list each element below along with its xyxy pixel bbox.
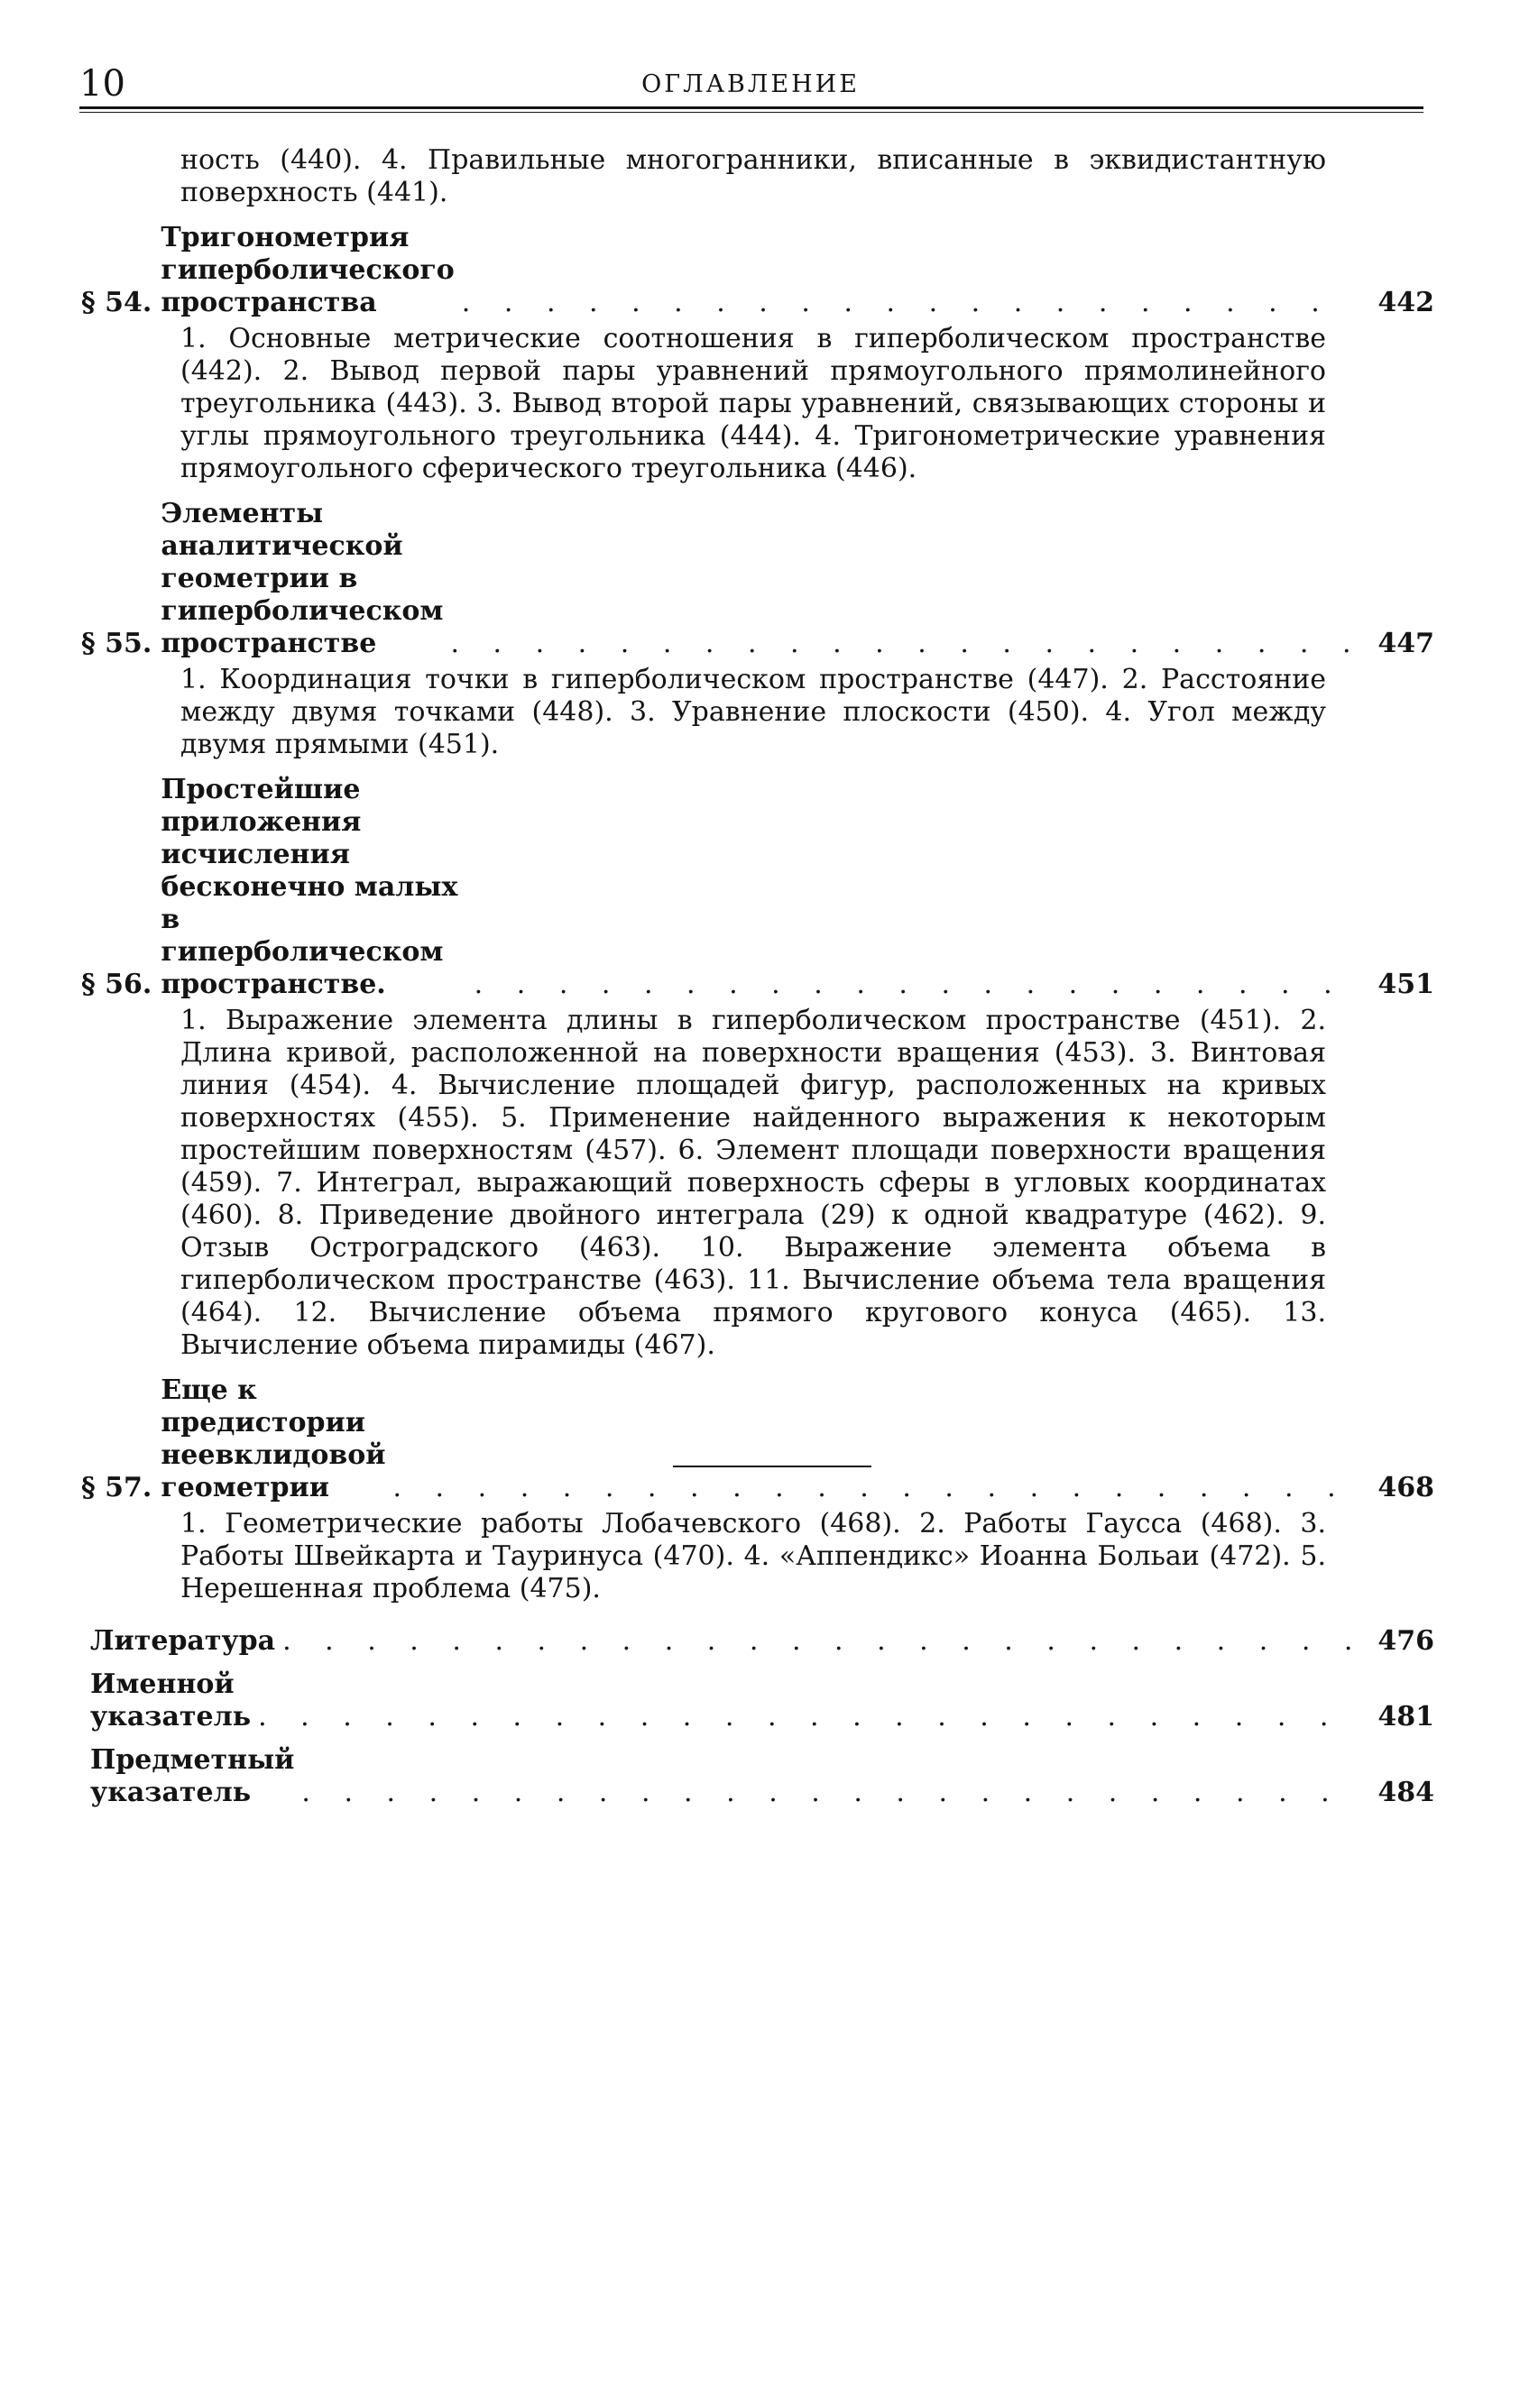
section-items: 1. Геометрические работы Лобачевского (468). 2. Работы Гаусса (468). 3. Работы Швейкарта и Тауринуса (470). 4. «Аппендикс» Иоанна Больаи (472). 5. Нерешенная проблема (475).	[180, 1508, 1326, 1604]
section-number: § 55.	[81, 628, 152, 659]
header-rule-thin	[79, 112, 1423, 113]
section-title: Еще к предистории неевклидовой геометрии	[161, 1374, 386, 1503]
header-rule	[79, 106, 1423, 109]
section-page: 451	[1377, 969, 1434, 1000]
end-rule	[673, 1466, 871, 1467]
back-matter-title: Предметный указатель	[90, 1744, 295, 1808]
back-matter	[81, 1625, 1434, 1809]
page-number: 10	[79, 63, 125, 105]
toc-entry-literature	[81, 1625, 1434, 1658]
back-matter-title: Именной указатель	[90, 1668, 252, 1732]
section-title: Тригонометрия гиперболического пространства	[161, 222, 455, 318]
dot-leader	[450, 628, 1355, 660]
running-head: ОГЛАВЛЕНИЕ	[641, 70, 860, 98]
back-matter-page: 476	[1377, 1625, 1434, 1657]
toc-entry-57	[81, 1374, 1434, 1605]
section-items: 1. Выражение элемента длины в гиперболическом пространстве (451). 2. Длина кривой, расположенной на поверхности вращения (453). 3. Винтовая линия (454). 4. Вычисление площадей фигур, расположенных на кривых поверхностях (455). 5. Применение найденного выражения к некоторым простейшим поверхностям (457). 6. Элемент площади поверхности вращения (459). 7. Интеграл, выражающий поверхность сферы в угловых координатах (460). 8. Приведение двойного интеграла (29) к одной квадратуре (462). 9. Отзыв Остроградского (463). 10. Выражение элемента объема в гиперболическом пространстве (463). 11. Вычисление объема тела вращения (464). 12. Вычисление объема прямого кругового конуса (465). 13. Вычисление объема пирамиды (467).	[180, 1005, 1326, 1361]
toc-entry-54	[81, 222, 1434, 485]
section-page: 447	[1377, 628, 1434, 659]
continuation-text: ность (440). 4. Правильные многогранники, вписанные в эквидистантную поверхность (441).	[180, 144, 1326, 208]
back-matter-page: 484	[1377, 1777, 1434, 1808]
dot-leader	[258, 1701, 1355, 1733]
back-matter-title: Литература	[90, 1625, 276, 1657]
section-page: 442	[1377, 287, 1434, 318]
dot-leader	[392, 1472, 1355, 1504]
dot-leader	[301, 1777, 1355, 1809]
toc-entry-55	[81, 498, 1434, 761]
section-items: 1. Основные метрические соотношения в гиперболическом пространстве (442). 2. Вывод первой пары уравнений прямоугольного прямолинейного треугольника (443). 3. Вывод второй пары уравнений, связывающих стороны и углы прямоугольного треугольника (444). 4. Тригонометрические уравнения прямоугольного сферического треугольника (446).	[180, 323, 1326, 484]
toc-entry-subject-index	[81, 1744, 1434, 1809]
section-items: 1. Координация точки в гиперболическом пространстве (447). 2. Расстояние между двумя точками (448). 3. Уравнение плоскости (450). 4. Угол между двумя прямыми (451).	[180, 664, 1326, 760]
dot-leader	[462, 287, 1355, 319]
section-title: Элементы аналитической геометрии в гиперболическом пространстве	[161, 498, 444, 659]
section-number: § 57.	[81, 1472, 152, 1503]
dot-leader	[474, 969, 1355, 1001]
section-number: § 56.	[81, 969, 152, 1000]
toc-entry-56	[81, 774, 1434, 1362]
page-header	[74, 61, 1427, 106]
table-of-contents	[81, 144, 1434, 1809]
section-page: 468	[1377, 1472, 1434, 1503]
section-title: Простейшие приложения исчисления бесконечно малых в гиперболическом пространстве.	[161, 774, 458, 1000]
back-matter-page: 481	[1377, 1701, 1434, 1732]
dot-leader	[282, 1625, 1355, 1658]
section-number: § 54.	[81, 287, 152, 318]
toc-entry-name-index	[81, 1668, 1434, 1733]
